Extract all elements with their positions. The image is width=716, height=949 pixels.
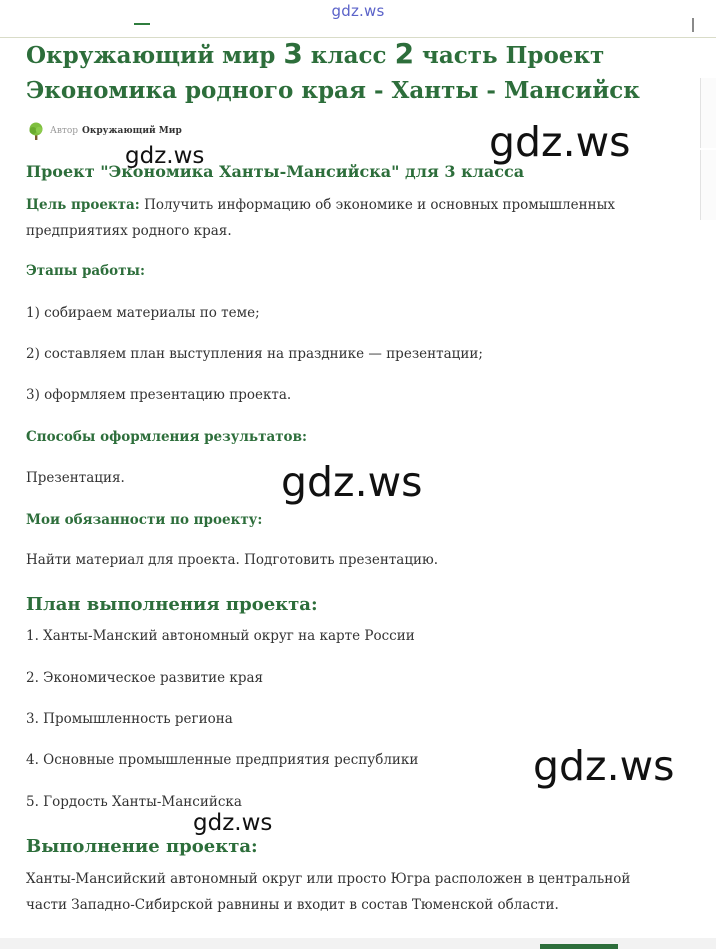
- plan-heading: План выполнения проекта:: [26, 594, 318, 615]
- execution-text: Ханты-Мансийский автономный округ или просто Югра расположен в центральной части Западно-Сибирской равнины и входит в состав Тюменской области.: [26, 871, 631, 913]
- duties-text: Найти материал для проекта. Подготовить презентацию.: [26, 552, 439, 568]
- watermark: gdz.ws: [193, 810, 273, 836]
- methods-text: Презентация.: [26, 470, 125, 486]
- goal-label: Цель проекта:: [26, 197, 140, 213]
- plan-item: 1. Ханты-Манский автономный округ на карте России: [26, 628, 415, 644]
- watermark: gdz.ws: [489, 118, 631, 166]
- watermark: gdz.ws: [533, 742, 675, 790]
- plan-item: 3. Промышленность региона: [26, 711, 233, 727]
- goal-text: Получить информацию об экономике и основных промышленных предприятиях родного края.: [26, 197, 615, 239]
- plan-item: 4. Основные промышленные предприятия республики: [26, 752, 419, 768]
- author-name[interactable]: Окружающий Мир: [82, 126, 182, 136]
- side-panel-edge: [700, 78, 716, 148]
- site-logo-link[interactable]: gdz.ws: [331, 2, 385, 20]
- plan-item: 5. Гордость Ханты-Мансийска: [26, 794, 242, 810]
- project-subtitle: Проект "Экономика Ханты-Мансийска" для 3 класса: [26, 162, 525, 181]
- stages-label: Этапы работы:: [26, 263, 146, 279]
- plan-item: 2. Экономическое развитие края: [26, 670, 264, 686]
- execution-heading: Выполнение проекта:: [26, 836, 258, 857]
- stage-item: 1) собираем материалы по теме;: [26, 305, 260, 321]
- page-title: Окружающий мир 3 класс 2 часть Проект Экономика родного края - Ханты - Мансийск: [26, 37, 640, 104]
- tree-icon: [26, 121, 46, 141]
- project-goal: [26, 192, 666, 244]
- stage-item: 3) оформляем презентацию проекта.: [26, 387, 292, 403]
- methods-label: Способы оформления результатов:: [26, 429, 307, 445]
- top-bar: [0, 0, 716, 38]
- author-byline: [26, 121, 182, 141]
- menu-indicator[interactable]: [134, 23, 150, 25]
- author-label: Автор: [50, 126, 79, 136]
- bottom-action-button[interactable]: [540, 944, 618, 949]
- side-panel-edge: [700, 150, 716, 220]
- duties-label: Мои обязанности по проекту:: [26, 512, 263, 528]
- watermark: gdz.ws: [125, 143, 205, 169]
- scroll-indicator: [692, 18, 694, 32]
- watermark: gdz.ws: [281, 458, 423, 506]
- stage-item: 2) составляем план выступления на празднике — презентации;: [26, 346, 483, 362]
